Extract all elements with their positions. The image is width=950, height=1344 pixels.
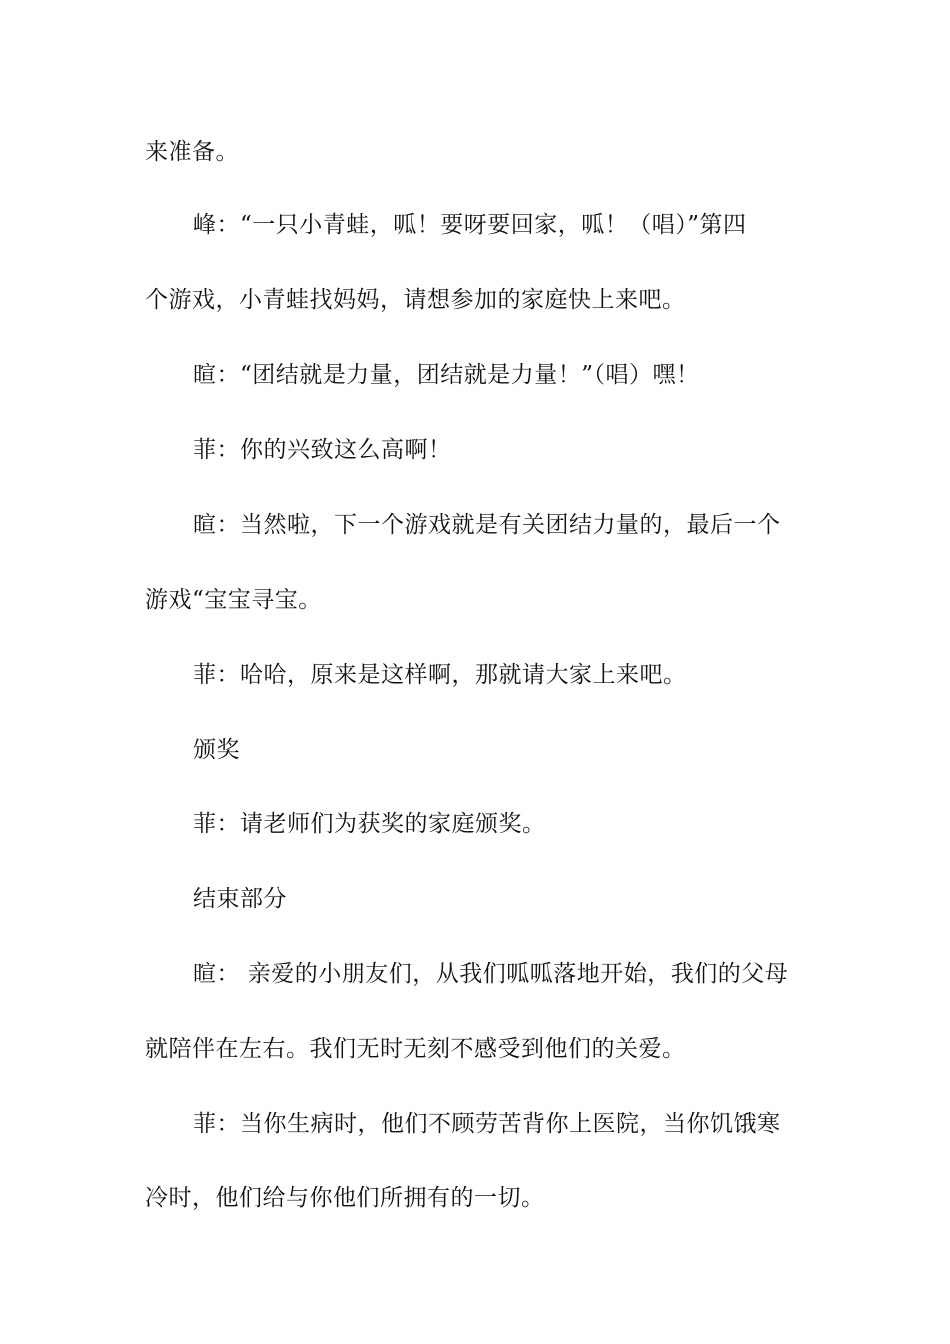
text-line-8: 菲：哈哈，原来是这样啊，那就请大家上来吧。 bbox=[193, 662, 687, 688]
text-line-1: 来准备。 bbox=[145, 139, 239, 165]
text-line-12: 暄： 亲爱的小朋友们，从我们呱呱落地开始，我们的父母 bbox=[193, 961, 789, 987]
text-line-10: 菲：请老师们为获奖的家庭颁奖。 bbox=[193, 811, 546, 837]
text-line-6: 暄：当然啦，下一个游戏就是有关团结力量的，最后一个 bbox=[193, 512, 781, 538]
text-line-14: 菲：当你生病时，他们不顾劳苦背你上医院，当你饥饿寒 bbox=[193, 1111, 781, 1137]
text-line-2: 峰：“一只小青蛙，呱！要呀要回家，呱！（唱）”第四 bbox=[193, 212, 747, 238]
text-line-5: 菲：你的兴致这么高啊！ bbox=[193, 437, 452, 463]
text-line-3: 个游戏，小青蛙找妈妈，请想参加的家庭快上来吧。 bbox=[145, 287, 686, 313]
section-heading-ending: 结束部分 bbox=[193, 886, 287, 912]
text-line-15: 冷时，他们给与你他们所拥有的一切。 bbox=[145, 1185, 545, 1211]
section-heading-award: 颁奖 bbox=[193, 737, 240, 763]
text-line-7: 游戏“宝宝寻宝。 bbox=[145, 587, 322, 613]
text-line-13: 就陪伴在左右。我们无时无刻不感受到他们的关爱。 bbox=[145, 1036, 686, 1062]
text-line-4: 暄：“团结就是力量，团结就是力量！”（唱）嘿！ bbox=[193, 362, 700, 388]
